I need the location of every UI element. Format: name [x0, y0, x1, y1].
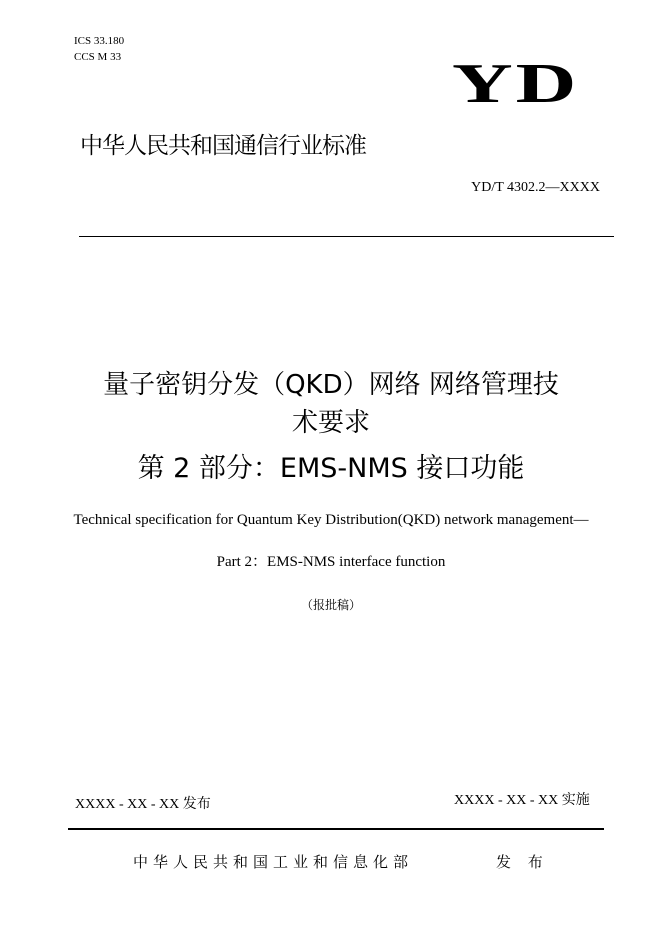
yd-logo: YD: [452, 53, 580, 115]
ics-code: ICS 33.180: [74, 35, 125, 47]
title-cn-line-2: 术要求: [291, 408, 370, 438]
bottom-divider: [68, 828, 604, 830]
title-cn-line-1: 量子密钥分发（QKD）网络 网络管理技: [103, 370, 559, 400]
title-en-line-2: Part 2：EMS-NMS interface function: [216, 554, 446, 570]
top-divider: [79, 236, 614, 237]
standard-name: 中华人民共和国通信行业标准: [80, 133, 366, 159]
classification-codes: [74, 33, 124, 65]
issue-label: 发 布: [496, 853, 549, 871]
implement-date: XXXX - XX - XX 实施: [454, 793, 590, 808]
publish-date: XXXX - XX - XX 发布: [75, 797, 211, 812]
title-cn-part: 第 2 部分：EMS-NMS 接口功能: [137, 453, 525, 484]
draft-status: （报批稿）: [300, 598, 361, 612]
title-en-line-1: Technical specification for Quantum Key Distribution(QKD) network management—: [73, 512, 589, 528]
ccs-code: CCS M 33: [74, 51, 122, 63]
issuer-name: 中华人民共和国工业和信息化部: [133, 853, 414, 871]
standard-number: YD/T 4302.2—XXXX: [471, 180, 600, 195]
